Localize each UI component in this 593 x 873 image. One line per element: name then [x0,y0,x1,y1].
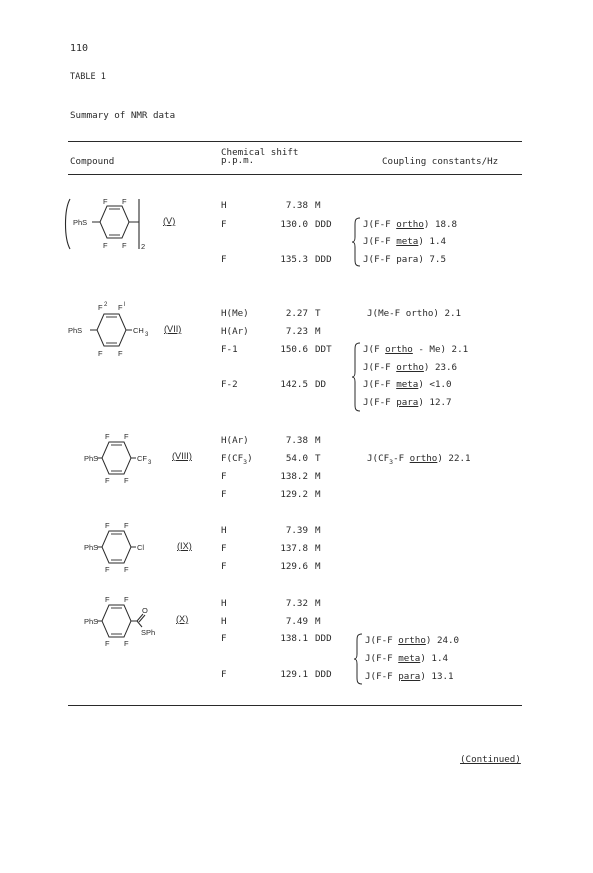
atom-f: F [105,521,110,530]
nucleus: F-1 [221,344,238,355]
header-shift-line2: p.p.m. [221,155,255,166]
atom-f: F [105,432,110,441]
brace [352,342,362,416]
nucleus: F [221,254,227,265]
nucleus: H [221,200,227,211]
continued-note: (Continued) [460,754,521,765]
nucleus: H [221,616,227,627]
coupling-constant: J(F-F meta) 1.4 [365,653,449,664]
nucleus: F [221,471,227,482]
atom-f: F [124,565,129,574]
shift-value: 54.0 [285,453,308,464]
compound-label: (VII) [164,324,182,334]
atom-f: F [124,476,129,485]
coupling-constant: J(F-F para) 12.7 [363,397,452,408]
shift-value: 7.23 [285,326,308,337]
coupling-constant: J(F-F meta) 1.4 [363,236,447,247]
shift-value: 7.49 [285,616,308,627]
atom-f: F [105,595,110,604]
shift-value: 135.3 [280,254,308,265]
coupling-constant: J(Me-F ortho) 2.1 [367,308,462,319]
coupling-constant: J(F-F meta) <1.0 [363,379,452,390]
shift-value: 7.38 [285,435,308,446]
shift-value: 138.2 [280,471,308,482]
atom-f: F [124,521,129,530]
coupling-constant: J(F-F para) 7.5 [363,254,446,265]
coupling-constant: J(F-F ortho) 24.0 [365,635,460,646]
multiplicity: M [315,489,321,500]
nucleus: H(Ar) [221,326,249,337]
atom-o: O [142,606,148,615]
coupling-constant: J(F-F ortho) 23.6 [363,362,458,373]
atom-phs: PhS [73,218,88,227]
nucleus: F [221,669,227,680]
atom-ch3: CH [133,326,144,335]
atom-phs: PhS [84,454,99,463]
compound-label: (IX) [177,541,192,551]
brace [354,633,364,689]
atom-f: F [122,197,127,206]
atom-phs: PhS [84,543,99,552]
multiplicity: M [315,525,321,536]
coupling-constant: J(F ortho - Me) 2.1 [363,344,469,355]
brace [352,217,362,271]
atom-f: F [118,349,123,358]
structure-compound-v [60,196,180,256]
shift-value: 7.32 [285,598,308,609]
atom-subscript: 3 [148,460,152,466]
compound-label: (X) [176,614,189,624]
shift-value: 137.8 [280,543,308,554]
multiplicity: M [315,561,321,572]
atom-f: F [105,565,110,574]
top-rule [68,141,522,142]
nucleus: F [221,489,227,500]
shift-value: 142.5 [280,379,308,390]
compound-label: (VIII) [172,451,192,461]
shift-value: 150.6 [280,344,308,355]
compound-label: (V) [163,216,176,226]
multiplicity: M [315,471,321,482]
atom-f: F [124,639,129,648]
nucleus: $F(CF_3)$ [221,453,253,466]
atom-f: F [105,639,110,648]
structure-compound-ix [84,520,164,582]
table-label: TABLE 1 [70,72,106,82]
multiplicity: DDD [315,669,332,680]
table-caption: Summary of NMR data [70,110,176,121]
multiplicity: M [315,616,321,627]
coupling-constant: J(F-F para) 13.1 [365,671,454,682]
atom-cf3: CF [137,454,147,463]
nucleus: H [221,598,227,609]
shift-value: 129.1 [280,669,308,680]
header-shift-line1: Chemical shift [221,147,299,158]
atom-f: F [103,241,108,250]
shift-value: 129.2 [280,489,308,500]
structure-compound-x [84,594,164,656]
coupling-constant: J(F-F ortho) 18.8 [363,219,458,230]
nucleus: H(Me) [221,308,249,319]
coupling-constant: $J(CF_3-F$ ortho) 22.1 [367,453,471,466]
nucleus: F [221,561,227,572]
multiplicity: DDD [315,219,332,230]
atom-f: F [98,349,103,358]
nucleus: F-2 [221,379,238,390]
atom-subscript: 3 [145,332,149,338]
header-coupling: Coupling constants/Hz [382,156,499,167]
atom-phs: PhS [84,617,99,626]
multiplicity: M [315,435,321,446]
nucleus: F [221,543,227,554]
multiplicity: DDD [315,254,332,265]
structure-compound-vii [66,300,166,366]
atom-phs: PhS [68,326,83,335]
multiplicity: T [315,453,321,464]
shift-value: 138.1 [280,633,308,644]
nucleus: H(Ar) [221,435,249,446]
atom-f: F [124,595,129,604]
shift-value: 130.0 [280,219,308,230]
multiplicity: M [315,598,321,609]
multiplicity: DD [315,379,327,390]
multiplicity: DDD [315,633,332,644]
shift-value: 7.39 [285,525,308,536]
nucleus: H [221,525,227,536]
structure-compound-viii [84,431,164,493]
atom-f: F [103,197,108,206]
atom-f: F [122,241,127,250]
nucleus: F [221,633,227,644]
atom-f: F [105,476,110,485]
shift-value: 2.27 [285,308,308,319]
atom-cl: Cl [137,543,145,552]
multiplicity: M [315,200,321,211]
multiplicity: M [315,326,321,337]
multiplicity: T [315,308,321,319]
atom-index: 2 [104,302,108,308]
page-number: 110 [70,43,89,54]
repeat-count: 2 [141,242,146,251]
header-compound: Compound [70,156,115,167]
atom-sph: SPh [141,628,156,637]
atom-f: F [98,303,103,312]
multiplicity: M [315,543,321,554]
atom-f: F [124,432,129,441]
nucleus: F [221,219,227,230]
atom-f: F [118,303,123,312]
shift-value: 7.38 [285,200,308,211]
header-rule [68,174,522,175]
multiplicity: DDT [315,344,332,355]
atom-index: l [124,302,126,308]
bottom-rule [68,705,522,706]
shift-value: 129.6 [280,561,308,572]
